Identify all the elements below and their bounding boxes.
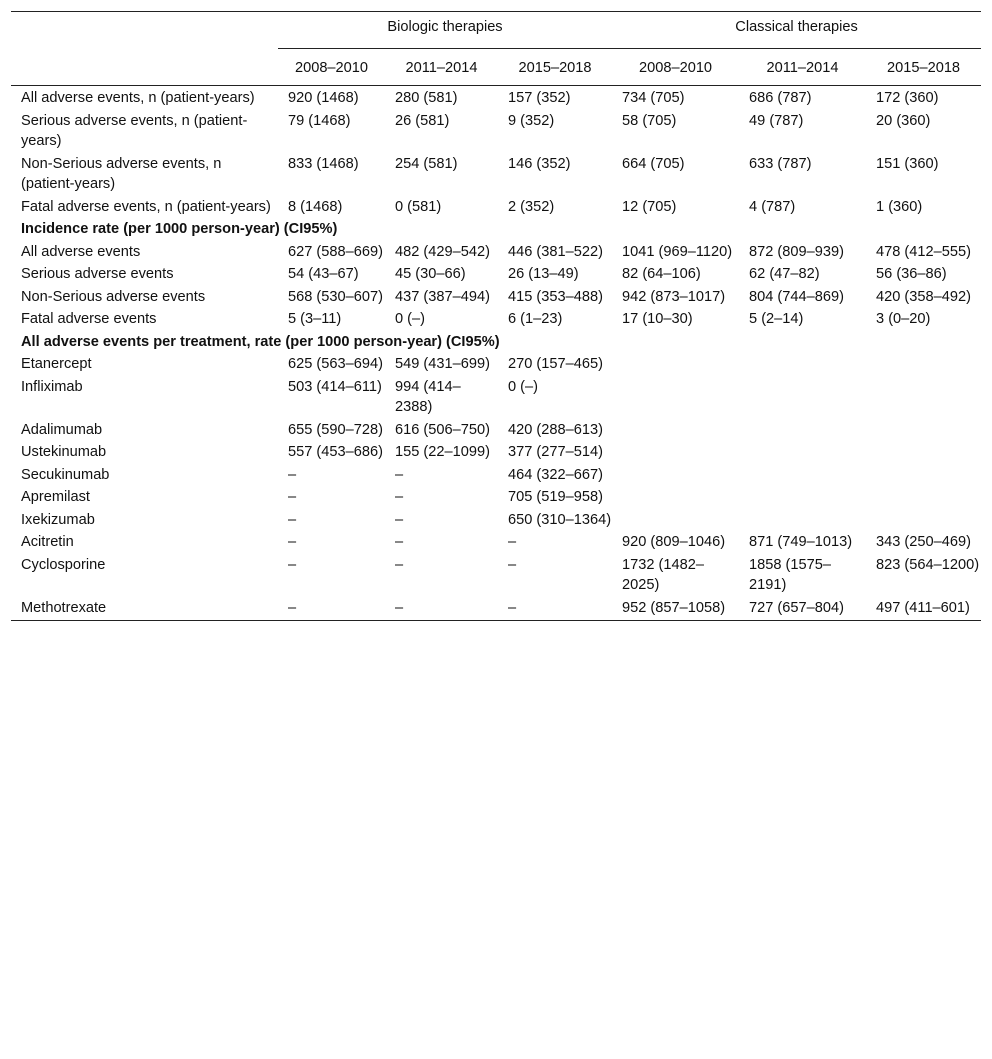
row-label: Etanercept [21, 356, 92, 372]
table-cell [866, 441, 981, 464]
row-label: Fatal adverse events, n (patient-years) [21, 198, 271, 215]
table-cell: 734 (705) [622, 90, 685, 106]
table-cell: 872 (809–939) [749, 243, 844, 260]
table-cell [739, 441, 866, 464]
table-cell: 6 (1–23) [508, 311, 563, 327]
table-cell: 1732 (1482–2025) [622, 556, 704, 593]
table-cell: 62 (47–82) [749, 266, 820, 282]
table-cell: 503 (414–611) [288, 378, 382, 395]
table-row [11, 531, 981, 554]
table-cell: – [508, 534, 517, 550]
row-label: Fatal adverse events [21, 311, 157, 327]
table-cell: 420 (358–492) [876, 288, 971, 305]
table-row [11, 597, 981, 621]
table-cell: 568 (530–607) [288, 288, 383, 305]
table-cell: – [395, 489, 404, 505]
table-cell: 420 (288–613) [508, 421, 603, 438]
table-cell: 616 (506–750) [395, 421, 490, 438]
adverse-events-table [11, 11, 981, 621]
table-row [11, 196, 981, 219]
row-label: Non-Serious adverse events [21, 288, 206, 305]
table-cell [739, 464, 866, 487]
table-cell: 920 (809–1046) [622, 534, 726, 550]
table-cell [739, 376, 866, 419]
table-row [11, 376, 981, 419]
table-cell: – [508, 556, 517, 573]
table-cell: 1 (360) [876, 198, 923, 215]
table-cell: 920 (1468) [288, 90, 359, 106]
table-cell [612, 376, 739, 419]
table-cell: 437 (387–494) [395, 288, 490, 305]
table-body [11, 86, 981, 621]
table-cell: 705 (519–958) [508, 489, 603, 505]
table-cell: 0 (581) [395, 198, 442, 215]
table-cell: 17 (10–30) [622, 311, 693, 327]
table-row [11, 110, 981, 153]
row-label: Methotrexate [11, 597, 278, 621]
row-label: All adverse events [21, 243, 141, 260]
table-cell: 823 (564–1200) [876, 556, 980, 573]
header-corner [11, 12, 278, 49]
table-cell: 833 (1468) [288, 155, 359, 172]
table-cell: 172 (360) [876, 90, 939, 106]
table-cell: – [395, 511, 404, 528]
row-label: Cyclosporine [21, 556, 106, 573]
row-label: Non-Serious adverse events, n (patient-years) [21, 155, 222, 192]
header-years-row [11, 48, 981, 86]
table-cell: 146 (352) [508, 155, 571, 172]
table-row [11, 441, 981, 464]
table-cell: 1858 (1575–2191) [749, 556, 831, 593]
table-cell: 633 (787) [749, 155, 812, 172]
table-cell: 446 (381–522) [508, 243, 603, 260]
table-cell: – [385, 597, 498, 621]
table-cell: 0 (–) [508, 378, 539, 395]
table-cell [866, 464, 981, 487]
section-header-row [11, 218, 981, 241]
table-cell: – [395, 556, 404, 573]
table-cell: 270 (157–465) [508, 356, 603, 372]
table-cell [866, 509, 981, 532]
table-cell: 464 (322–667) [508, 466, 603, 483]
table-cell: 79 (1468) [288, 112, 351, 129]
table-cell: 4 (787) [749, 198, 796, 215]
year-header: 2011–2014 [385, 48, 498, 86]
row-label: Infliximab [21, 378, 83, 395]
table-row [11, 263, 981, 286]
table-row [11, 486, 981, 509]
table-cell [739, 486, 866, 509]
row-label: Adalimumab [21, 421, 103, 438]
table-cell: 280 (581) [395, 90, 458, 106]
table-cell: 994 (414–2388) [395, 378, 461, 415]
table-cell [739, 419, 866, 442]
table-cell: 557 (453–686) [288, 444, 383, 460]
table-cell: 82 (64–106) [622, 266, 701, 282]
table-cell: 482 (429–542) [395, 243, 490, 260]
row-label: Secukinumab [21, 466, 110, 483]
group-header-classical: Classical therapies [612, 12, 981, 49]
table-cell [739, 353, 866, 376]
table-row [11, 286, 981, 309]
table-cell: 5 (2–14) [749, 311, 804, 327]
year-header: 2008–2010 [278, 48, 385, 86]
table-cell: 686 (787) [749, 90, 812, 106]
table-cell [866, 376, 981, 419]
table-cell [739, 509, 866, 532]
table-cell: 2 (352) [508, 198, 555, 215]
table-row [11, 241, 981, 264]
row-label: Ustekinumab [21, 444, 107, 460]
table-row [11, 308, 981, 331]
row-label: All adverse events, n (patient-years) [21, 90, 255, 106]
year-header: 2015–2018 [498, 48, 612, 86]
table-cell [612, 353, 739, 376]
table-cell [866, 486, 981, 509]
table-cell: – [288, 556, 297, 573]
row-label: Ixekizumab [21, 511, 95, 528]
table-cell: 54 (43–67) [288, 266, 359, 282]
table-row [11, 464, 981, 487]
table-cell: 625 (563–694) [288, 356, 383, 372]
table-cell: 20 (360) [876, 112, 931, 129]
table-cell: 727 (657–804) [739, 597, 866, 621]
table-cell: – [288, 489, 297, 505]
table-cell: 942 (873–1017) [622, 288, 726, 305]
row-label: Serious adverse events, n (patient-years) [21, 112, 248, 149]
table-cell [866, 419, 981, 442]
table-cell: 0 (–) [395, 311, 426, 327]
table-cell [612, 486, 739, 509]
section-header-row [11, 331, 981, 354]
row-label: Acitretin [21, 534, 74, 550]
table-cell: 157 (352) [508, 90, 571, 106]
table-cell [612, 509, 739, 532]
table-cell: 804 (744–869) [749, 288, 844, 305]
table-cell: 478 (412–555) [876, 243, 971, 260]
section-title: All adverse events per treatment, rate (per 1000 person-year) (CI95%) [21, 333, 500, 350]
table-cell: 155 (22–1099) [395, 444, 490, 460]
table-cell: – [288, 511, 297, 528]
table-cell [612, 419, 739, 442]
year-header: 2008–2010 [612, 48, 739, 86]
table-cell: – [288, 466, 297, 483]
table-cell: 45 (30–66) [395, 266, 466, 282]
table-row [11, 509, 981, 532]
header-corner-2 [11, 48, 278, 86]
table-cell: 5 (3–11) [288, 311, 342, 327]
table-cell: 9 (352) [508, 112, 555, 129]
table-row [11, 86, 981, 110]
table-row [11, 554, 981, 597]
table-cell: 56 (36–86) [876, 266, 947, 282]
table-cell [612, 464, 739, 487]
year-header: 2015–2018 [866, 48, 981, 86]
table-cell: 58 (705) [622, 112, 677, 129]
table-cell: 664 (705) [622, 155, 685, 172]
table-cell: 627 (588–669) [288, 243, 383, 260]
row-label: Serious adverse events [21, 266, 174, 282]
table-cell: 8 (1468) [288, 198, 343, 215]
table-cell: 12 (705) [622, 198, 677, 215]
table-row [11, 153, 981, 196]
table-cell: 549 (431–699) [395, 356, 490, 372]
table-cell [612, 441, 739, 464]
table-cell: 650 (310–1364) [508, 511, 612, 528]
section-title: Incidence rate (per 1000 person-year) (CI95%) [21, 221, 338, 237]
table-cell: 415 (353–488) [508, 288, 603, 305]
table-cell: 871 (749–1013) [749, 534, 853, 550]
table-cell: 26 (13–49) [508, 266, 579, 282]
group-header-biologic: Biologic therapies [278, 12, 612, 49]
table-cell: 26 (581) [395, 112, 450, 129]
table-cell: – [395, 534, 404, 550]
table-cell [866, 353, 981, 376]
table-cell: – [395, 466, 404, 483]
table-cell: 377 (277–514) [508, 444, 603, 460]
table-cell: – [498, 597, 612, 621]
table-cell: 1041 (969–1120) [622, 243, 733, 260]
row-label: Apremilast [21, 489, 90, 505]
table-cell: 655 (590–728) [288, 421, 383, 438]
header-group-row [11, 12, 981, 49]
table-cell: 343 (250–469) [876, 534, 971, 550]
table-cell: 254 (581) [395, 155, 458, 172]
table-cell: 151 (360) [876, 155, 939, 172]
table-row [11, 353, 981, 376]
table-cell: 952 (857–1058) [612, 597, 739, 621]
table-cell: 3 (0–20) [876, 311, 931, 327]
table-cell: 49 (787) [749, 112, 804, 129]
table-cell: – [288, 534, 297, 550]
year-header: 2011–2014 [739, 48, 866, 86]
table-cell: – [278, 597, 385, 621]
table-cell: 497 (411–601) [866, 597, 981, 621]
table-row [11, 419, 981, 442]
